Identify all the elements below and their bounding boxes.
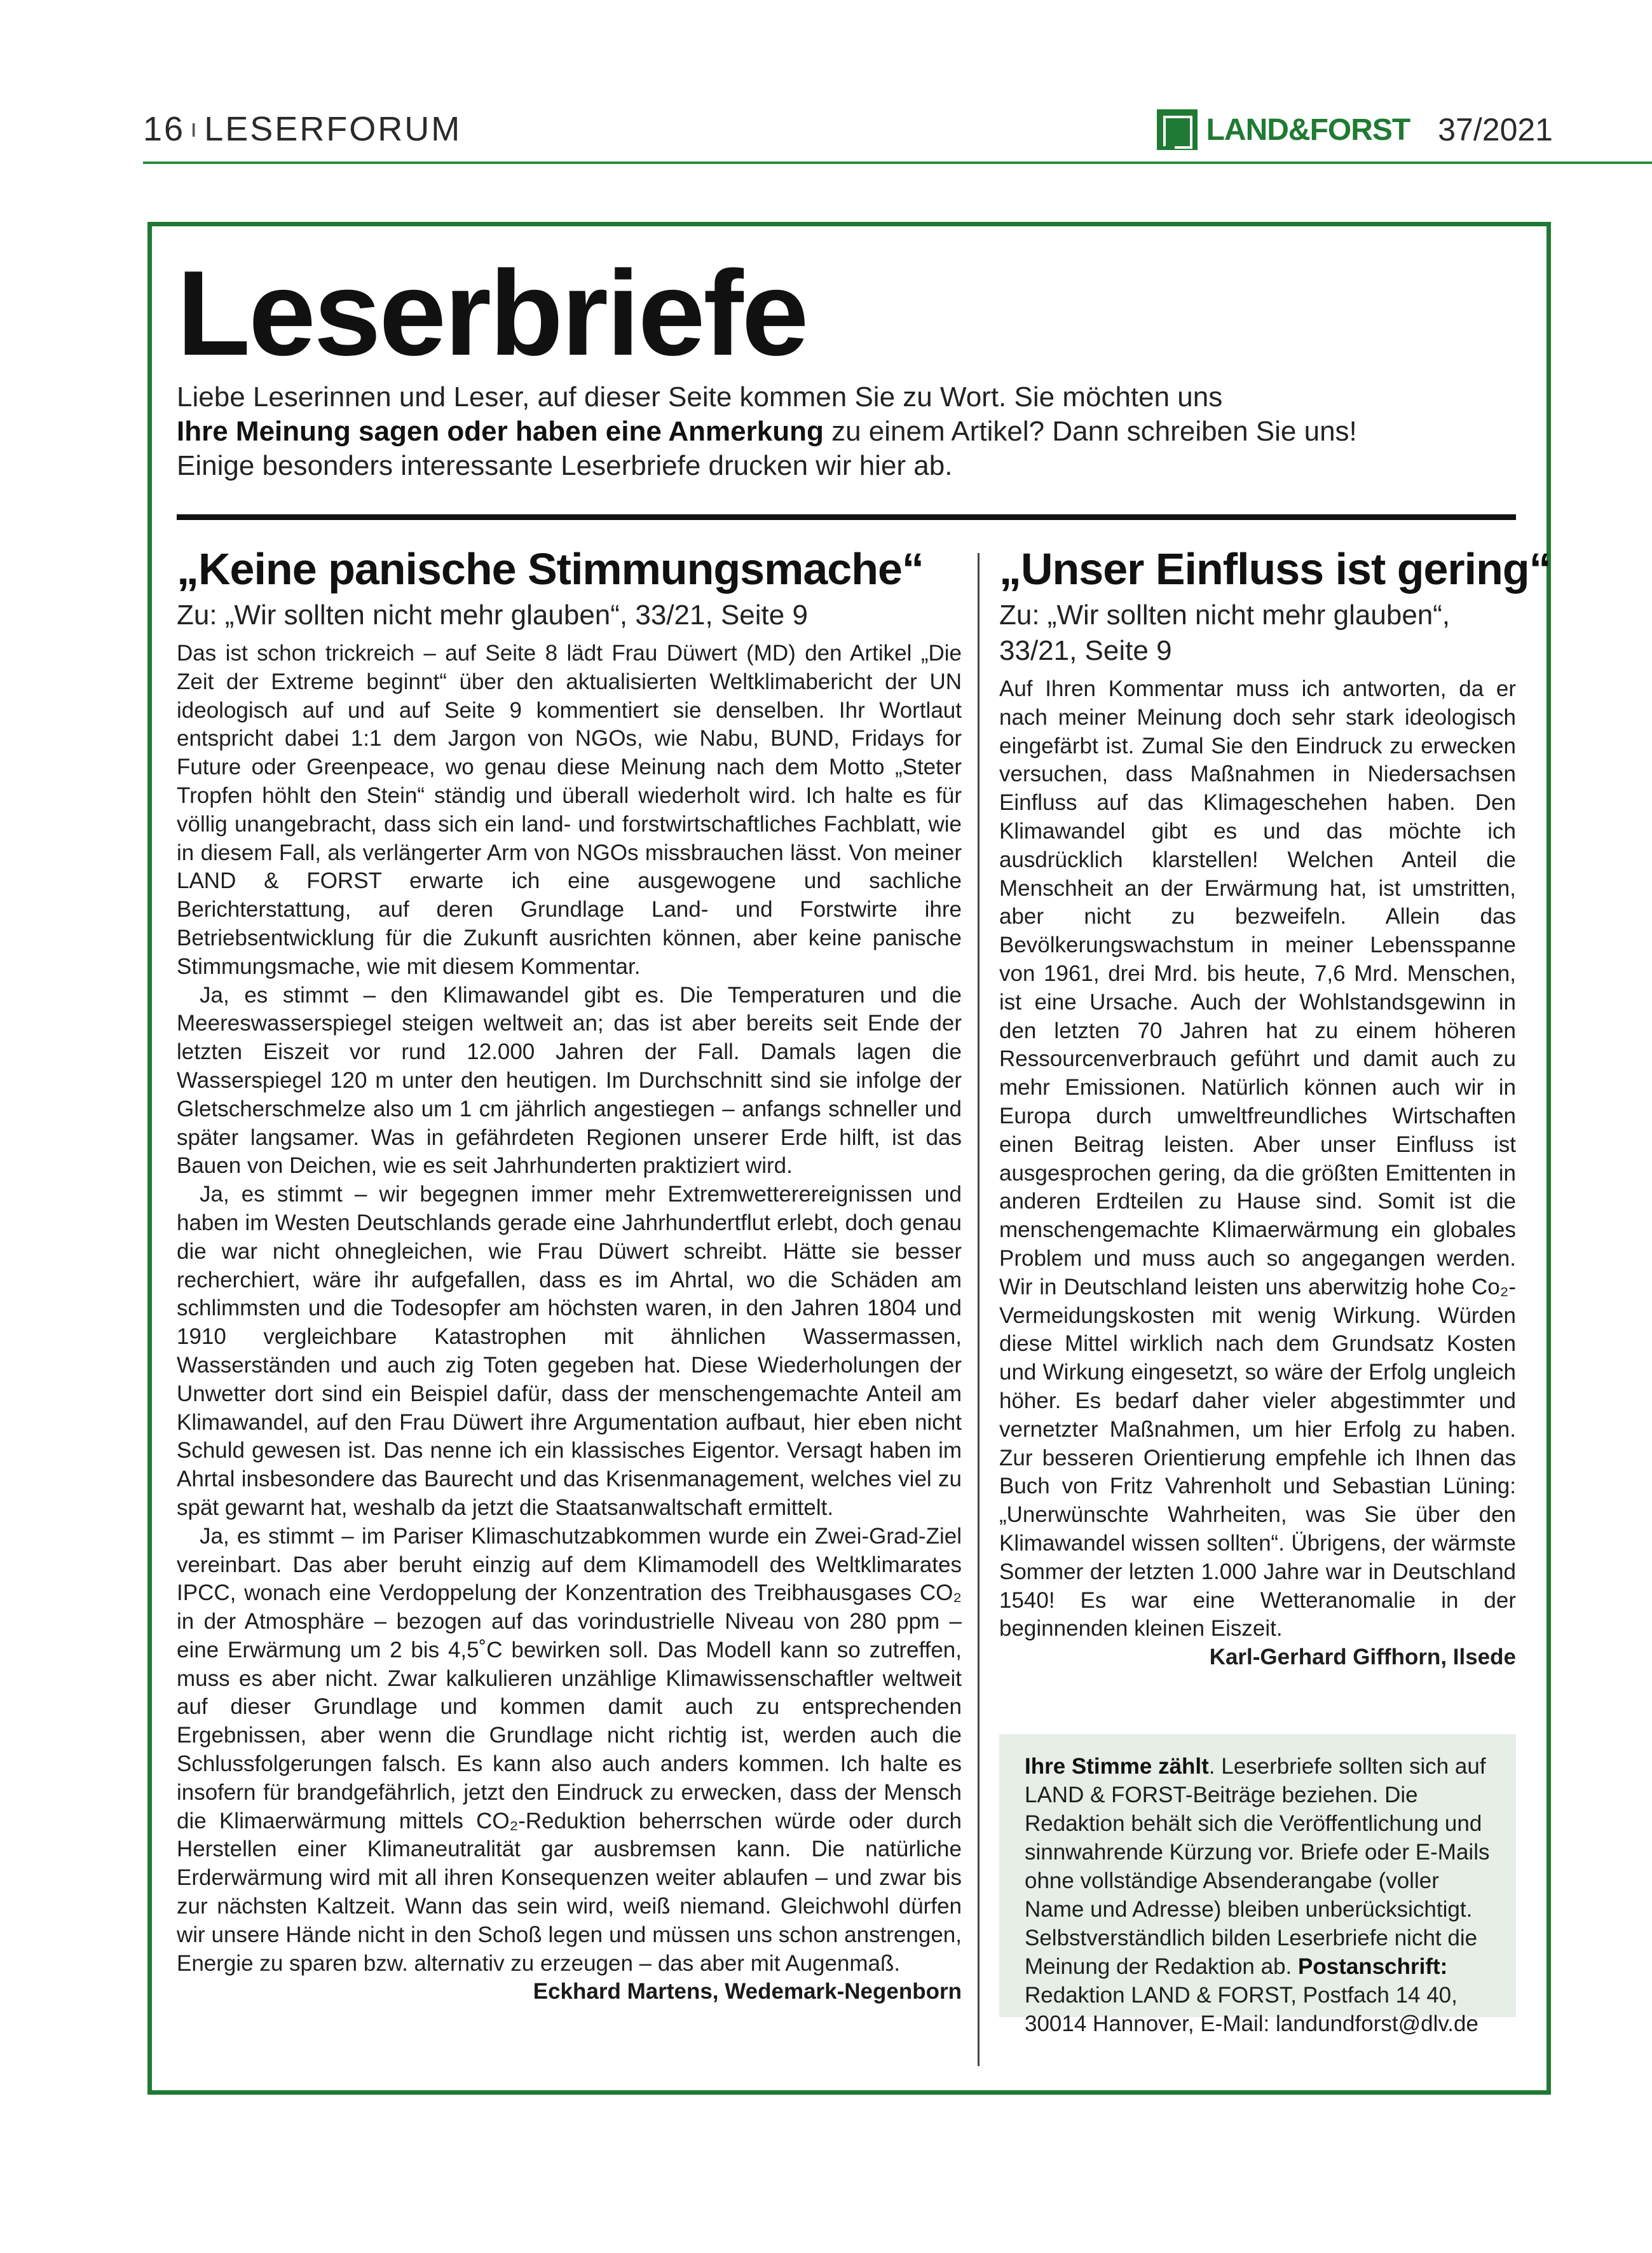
letter-2-subhead: Zu: „Wir sollten nicht mehr glauben“, 33/21, Seite 9 xyxy=(999,599,1451,666)
notice-lead: Ihre Stimme zählt xyxy=(1025,1754,1209,1779)
brand-block xyxy=(1157,109,1553,150)
letter-1 xyxy=(177,540,962,2006)
notice-text-2: Redaktion LAND & FORST, Postfach 14 40, 30014 Hannover, E-Mail: landundforst@dlv.de xyxy=(1025,1983,1478,2036)
letter-1-subhead: Zu: „Wir sollten nicht mehr glauben“, 33/21, Seite 9 xyxy=(177,599,808,631)
separator: ı xyxy=(190,114,200,142)
intro-bold: Ihre Meinung sagen oder haben eine Anmerkung xyxy=(177,416,824,447)
letter-1-signature: Eckhard Martens, Wedemark-Negenborn xyxy=(533,1979,962,2004)
letter-1-paragraph: Das ist schon trickreich – auf Seite 8 lädt Frau Düwert (MD) den Artikel „Die Zeit der Extreme beginnt“ über den aktualisierten Weltklimabericht der UN ideologisch auf und auf Seite 9 kommentiert sie denselben. Ihr Wortlaut entspricht dabei 1:1 dem Jargon von NGOs, wie Nabu, BUND, Fridays for Future oder Greenpeace, wo genau diese Meinung nach dem Motto „Steter Tropfen höhlt den Stein“ ständig und überall wiederholt wird. Ich halte es für völlig unangebracht, dass sich ein land- und forstwirtschaftliches Fachblatt, wie in diesem Fall, als verlängerter Arm von NGOs missbrauchen lässt. Von meiner LAND & FORST erwarte ich eine ausgewogene und sachliche Berichterstattung, auf deren Grundlage Land- und Forstwirte ihre Betriebsentwicklung für die Zukunft ausrichten können, aber keine panische Stimmungsmache, wie mit diesem Kommentar. xyxy=(177,641,962,979)
letter-2 xyxy=(999,540,1551,1672)
page-header xyxy=(143,109,1616,160)
letter-2-body xyxy=(999,675,1516,1670)
letter-1-body xyxy=(177,640,962,1978)
intro-line-3: Einige besonders interessante Leserbriefe drucken wir hier ab. xyxy=(177,450,953,481)
notice-text-1: . Leserbriefe sollten sich auf LAND & FORST-Beiträge beziehen. Die Redaktion behält sich die Veröffentlichung und sinnwahrende Kürzung vor. Briefe oder E-Mails ohne vollständige Absenderangabe (voller Name und Adresse) bleiben unberücksichtigt. Selbstverständlich bilden Leserbriefe nicht die Meinung der Redaktion ab. xyxy=(1025,1754,1490,1979)
letter-1-paragraph: Ja, es stimmt – den Klimawandel gibt es. Die Temperaturen und die Meereswasserspiegel steigen weltweit an; das ist aber bereits seit Ende der letzten Eiszeit vor rund 12.000 Jahren der Fall. Damals lagen die Wasserspiegel 120 m unter den heutigen. Im Durchschnitt sind sie infolge der Gletscherschmelze also um 1 cm jährlich angestiegen – anfangs schneller und später langsamer. Was in gefährdeten Regionen unserer Erde hilft, ist das Bauen von Deichen, wie es seit Jahrhunderten praktiziert wird. xyxy=(177,982,962,1179)
column-divider xyxy=(978,553,980,2066)
intro-line-1: Liebe Leserinnen und Leser, auf dieser Seite kommen Sie zu Wort. Sie möchten uns xyxy=(177,381,1223,413)
letter-2-text: Auf Ihren Kommentar muss ich antworten, da er nach meiner Meinung doch sehr stark ideologisch eingefärbt ist. Zumal Sie den Eindruck zu erwecken versuchen, dass Maßnahmen in Niedersachsen Einfluss auf das Klimageschehen haben. Den Klimawandel gibt es und das möchte ich ausdrücklich klarstellen! Welchen Anteil die Menschheit an der Erwärmung hat, ist umstritten, aber nicht zu bezweifeln. Allein das Bevölkerungswachstum in meiner Lebensspanne von 1961, drei Mrd. bis heute, 7,6 Mrd. Menschen, ist eine Ursache. Auch der Wohlstandsgewinn in den letzten 70 Jahren hat zu einem höheren Ressourcenverbrauch geführt und damit auch zu mehr Emissionen. Natürlich können auch wir in Europa durch umweltfreundliches Wirtschaften einen Beitrag leisten. Aber unser Einfluss ist ausgesprochen gering, da die größten Emittenten in anderen Erdteilen zu Hause sind. Somit ist die menschengemachte Klimaerwärmung ein globales Problem und muss auch so angegangen werden. Wir in Deutschland leisten uns aberwitzig hohe Co₂-Vermeidungskosten mit wenig Wirkung. Würden diese Mittel wirklich nach dem Grundsatz Kosten und Wirkung eingesetzt, so wäre der Erfolg ungleich höher. Es bedarf daher vieler abgestimmter und vernetzter Maßnahmen, um hier Erfolg zu haben. Zur besseren Orientierung empfehle ich Ihnen das Buch von Fritz Vahrenholt und Sebastian Lüning: „Unerwünschte Wahrheiten, was Sie über den Klimawandel wissen sollten“. Übrigens, der wärmste Sommer der letzten 1.000 Jahre war in Deutschland 1540! Es war eine Wetteranomalie in der beginnenden kleinen Eiszeit. xyxy=(999,676,1516,1641)
header-rule xyxy=(143,161,1652,164)
land-forst-logo-icon xyxy=(1157,109,1198,150)
letter-1-headline: „Keine panische Stimmungsmache“ xyxy=(177,544,924,594)
section-name: LESERFORUM xyxy=(204,110,462,148)
section-label xyxy=(143,109,461,149)
letter-1-paragraph: Ja, es stimmt – wir begegnen immer mehr Extremwetterereignissen und haben im Westen Deutschlands gerade eine Jahrhundertflut erlebt, doch genau die war nicht ohnegleichen, wie Frau Düwert schreibt. Hätte sie besser recherchiert, wäre ihr aufgefallen, dass es im Ahrtal, wo die Schäden am schlimmsten und die Todesopfer am höchsten waren, in den Jahren 1804 und 1910 vergleichbare Katastrophen mit ähnlichen Wassermassen, Wasserständen und auch zig Toten gegeben hat. Diese Wiederholungen der Unwetter dort sind ein Beispiel dafür, dass der menschengemachte Anteil am Klimawandel, auf den Frau Düwert ihre Argumentation aufbaut, hier eben nicht Schuld gewesen ist. Das nenne ich ein klassisches Eigentor. Versagt haben im Ahrtal insbesondere das Baurecht und das Krisenmanagement, welches viel zu spät gewarnt hat, weshalb da jetzt die Staatsanwaltschaft ermittelt. xyxy=(177,1182,962,1520)
reader-notice-box xyxy=(999,1734,1516,2036)
intro-line-2 xyxy=(177,414,1512,449)
intro-text xyxy=(177,380,1512,483)
page-number: 16 xyxy=(143,110,186,148)
letter-1-paragraph: Ja, es stimmt – im Pariser Klimaschutzabkommen wurde ein Zwei-Grad-Ziel vereinbart. Das aber beruht einzig auf dem Klimamodell des Weltklimarates IPCC, wonach eine Verdoppelung der Konzentration des Treibhausgases CO₂ in der Atmosphäre – bezogen auf das vorindustrielle Niveau von 280 ppm – eine Erwärmung um 2 bis 4,5˚C bewirken soll. Das Modell kann so zutreffen, muss es aber nicht. Zwar kalkulieren unzählige Klimawissenschaftler weltweit auf dieser Grundlage und kommen damit auch zu entsprechenden Ergebnissen, aber wenn die Grundlage nicht richtig ist, werden auch die Schlussfolgerungen falsch. Es kann also auch anders kommen. Ich halte es insofern für brandgefährlich, jetzt den Eindruck zu erwecken, dass der Mensch die Klimaerwärmung mittels CO₂-Reduktion beherrschen würde oder durch Herstellen einer Klimaneutralität gar ausbremsen kann. Die natürliche Erderwärmung wird mit all ihren Konsequenzen weiter ablaufen – und zwar bis zur nächsten Kaltzeit. Wann das sein wird, weiß niemand. Gleichwohl dürfen wir unsere Hände nicht in den Schoß legen und müssen uns schon anstrengen, Energie zu sparen bzw. alternativ zu erzeugen – das aber mit Augenmaß. xyxy=(177,1523,962,1976)
letter-2-signature: Karl-Gerhard Giffhorn, Ilsede xyxy=(1209,1645,1516,1670)
logo-text: LAND&FORST xyxy=(1206,113,1410,147)
section-rule xyxy=(177,514,1516,520)
issue-number: 37/2021 xyxy=(1438,112,1553,147)
notice-address-label: Postanschrift: xyxy=(1298,1954,1448,1979)
letter-2-headline: „Unser Einfluss ist gering“ xyxy=(999,544,1551,594)
intro-line-2-rest: zu einem Artikel? Dann schreiben Sie uns! xyxy=(823,416,1357,447)
page-title: Leserbriefe xyxy=(177,246,807,381)
letter-2-paragraph xyxy=(999,675,1516,1670)
